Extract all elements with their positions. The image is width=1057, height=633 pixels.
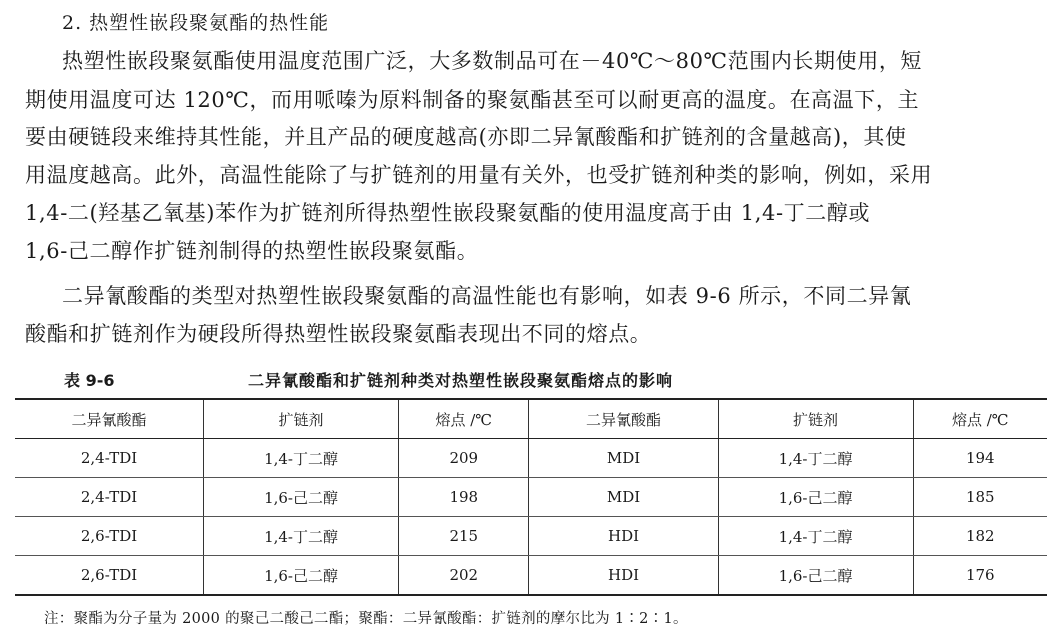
cell-diisocyanate: HDI xyxy=(529,517,718,556)
cell-chain-extender: 1,4-丁二醇 xyxy=(204,439,399,478)
cell-diisocyanate: HDI xyxy=(529,556,718,596)
cell-diisocyanate: MDI xyxy=(529,439,718,478)
table-row xyxy=(15,517,1047,556)
cell-melting-point: 182 xyxy=(913,517,1047,556)
table-footnote: 注：聚酯为分子量为 2000 的聚己二酸己二酯；聚酯：二异氰酸酯：扩链剂的摩尔比为 1∶2∶1。 xyxy=(44,611,688,627)
header-diisocyanate: 二异氰酸酯 xyxy=(15,399,204,439)
cell-diisocyanate: 2,6-TDI xyxy=(15,556,204,596)
cell-chain-extender: 1,6-己二醇 xyxy=(718,478,913,517)
cell-melting-point: 202 xyxy=(399,556,529,596)
table-header-row xyxy=(15,399,1047,439)
cell-melting-point: 215 xyxy=(399,517,529,556)
cell-chain-extender: 1,4-丁二醇 xyxy=(718,517,913,556)
paragraph-line: 用温度越高。此外，高温性能除了与扩链剂的用量有关外，也受扩链剂种类的影响，例如，采用 xyxy=(25,163,933,187)
paragraph-line: 1,6-己二醇作扩链剂制得的热塑性嵌段聚氨酯。 xyxy=(25,239,479,263)
cell-diisocyanate: 2,4-TDI xyxy=(15,439,204,478)
cell-chain-extender: 1,6-己二醇 xyxy=(718,556,913,596)
cell-melting-point: 176 xyxy=(913,556,1047,596)
header-melting-point: 熔点 /℃ xyxy=(913,399,1047,439)
paragraph-line: 期使用温度可达 120℃，而用哌嗪为原料制备的聚氨酯甚至可以耐更高的温度。在高温下，主 xyxy=(25,88,920,112)
cell-melting-point: 194 xyxy=(913,439,1047,478)
section-heading: 2. 热塑性嵌段聚氨酯的热性能 xyxy=(62,12,330,34)
cell-chain-extender: 1,4-丁二醇 xyxy=(718,439,913,478)
cell-melting-point: 185 xyxy=(913,478,1047,517)
header-chain-extender: 扩链剂 xyxy=(204,399,399,439)
table-row xyxy=(15,439,1047,478)
cell-melting-point: 198 xyxy=(399,478,529,517)
cell-diisocyanate: 2,6-TDI xyxy=(15,517,204,556)
cell-chain-extender: 1,4-丁二醇 xyxy=(204,517,399,556)
cell-diisocyanate: MDI xyxy=(529,478,718,517)
cell-melting-point: 209 xyxy=(399,439,529,478)
table-number: 表 9-6 xyxy=(64,371,115,390)
cell-chain-extender: 1,6-己二醇 xyxy=(204,556,399,596)
melting-point-table xyxy=(15,398,1047,596)
paragraph-line: 酸酯和扩链剂作为硬段所得热塑性嵌段聚氨酯表现出不同的熔点。 xyxy=(25,322,652,346)
cell-diisocyanate: 2,4-TDI xyxy=(15,478,204,517)
table-title: 二异氰酸酯和扩链剂种类对热塑性嵌段聚氨酯熔点的影响 xyxy=(248,371,674,390)
header-diisocyanate: 二异氰酸酯 xyxy=(529,399,718,439)
header-chain-extender: 扩链剂 xyxy=(718,399,913,439)
table-row xyxy=(15,556,1047,596)
paragraph-line: 1,4-二(羟基乙氧基)苯作为扩链剂所得热塑性嵌段聚氨酯的使用温度高于由 1,4-丁二醇或 xyxy=(25,201,871,225)
header-melting-point: 熔点 /℃ xyxy=(399,399,529,439)
cell-chain-extender: 1,6-己二醇 xyxy=(204,478,399,517)
paragraph-line: 热塑性嵌段聚氨酯使用温度范围广泛，大多数制品可在－40℃～80℃范围内长期使用，短 xyxy=(62,49,923,73)
paragraph-line: 二异氰酸酯的类型对热塑性嵌段聚氨酯的高温性能也有影响，如表 9-6 所示，不同二异氰 xyxy=(62,284,912,308)
paragraph-line: 要由硬链段来维持其性能，并且产品的硬度越高(亦即二异氰酸酯和扩链剂的含量越高)，其使 xyxy=(25,125,907,149)
table-row xyxy=(15,478,1047,517)
